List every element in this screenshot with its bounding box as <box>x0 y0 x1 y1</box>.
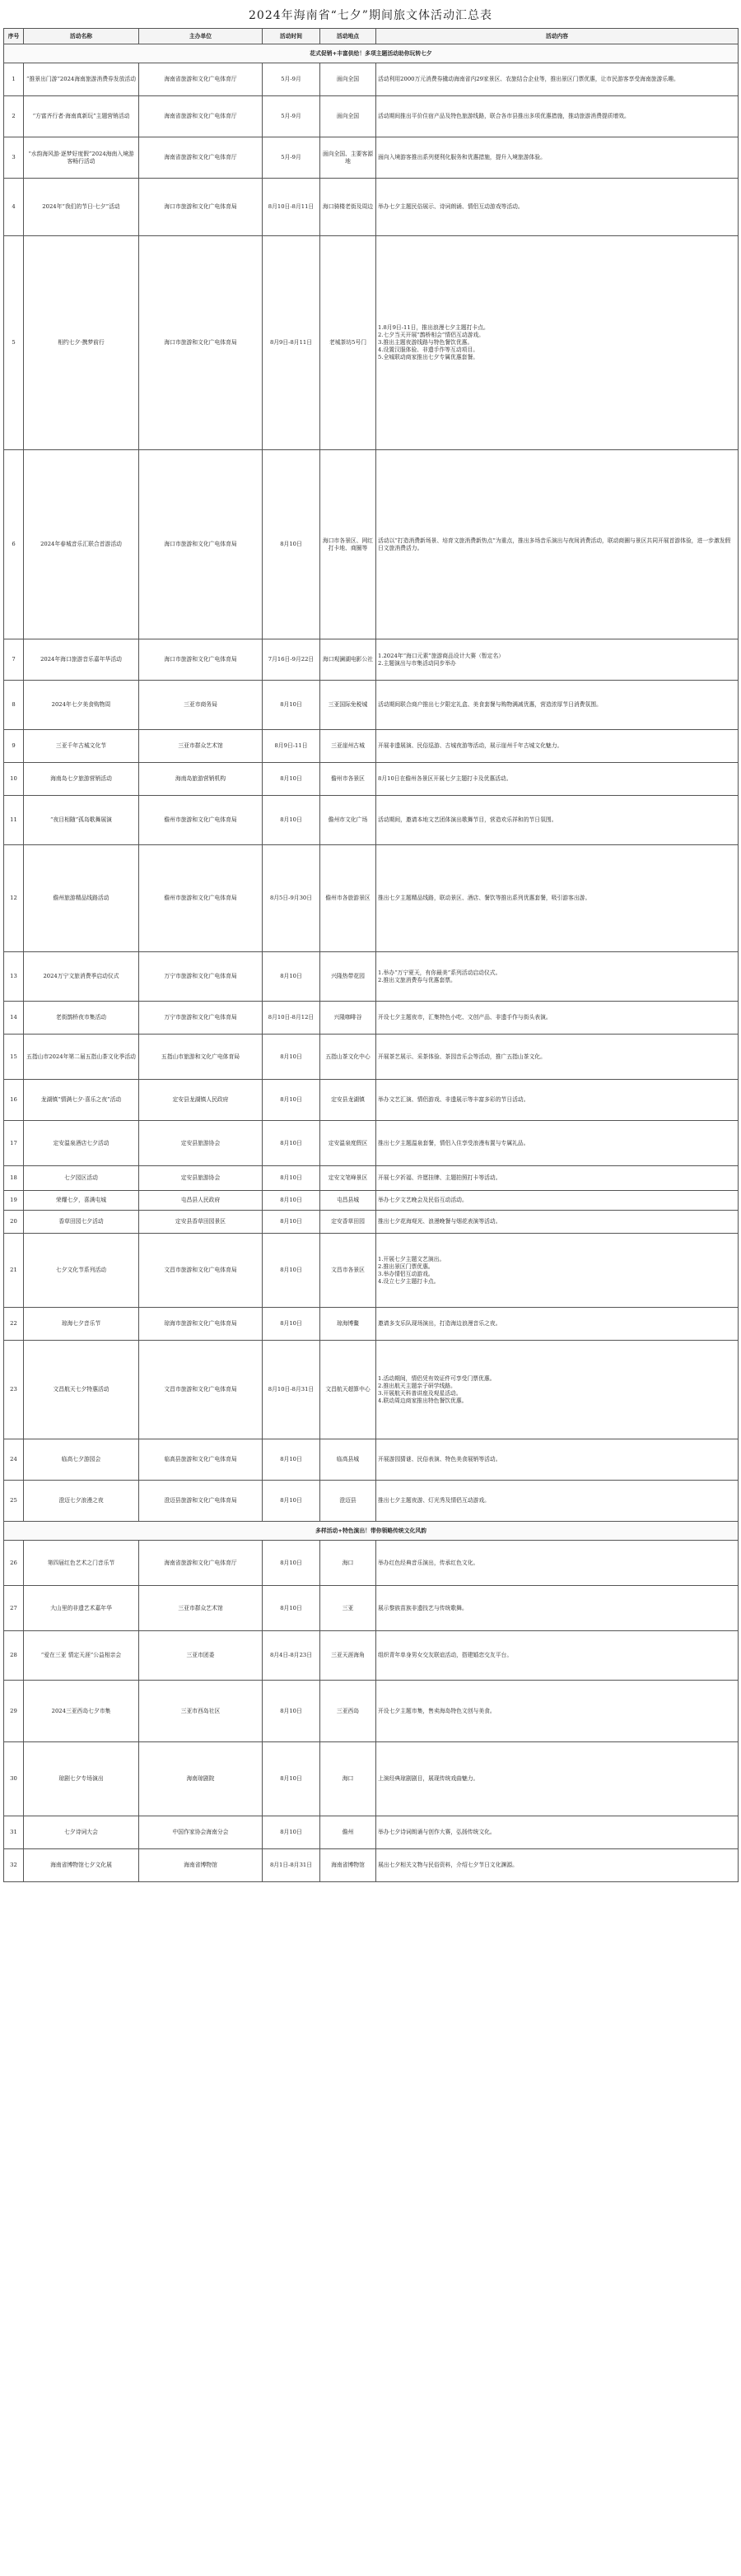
row-place: 儋州市各旅游景区 <box>320 845 376 952</box>
row-name: 琼剧七夕专场演出 <box>24 1742 139 1816</box>
row-no: 27 <box>4 1586 24 1631</box>
row-name: 2024年海口旅游音乐嘉年华活动 <box>24 639 139 681</box>
row-content: 1.2024年“海口元素”旅游商品设计大赛（暂定名） 2.主题演出与市集活动同步举办 <box>376 639 739 681</box>
row-no: 16 <box>4 1080 24 1121</box>
row-place: 文昌航天超算中心 <box>320 1341 376 1439</box>
row-org: 定安县香草田园景区 <box>139 1211 263 1234</box>
row-place: 三亚 <box>320 1586 376 1631</box>
row-no: 28 <box>4 1631 24 1681</box>
table-row <box>4 1586 739 1631</box>
row-name: 儋州旅游精品线路活动 <box>24 845 139 952</box>
table-row <box>4 952 739 1002</box>
table-header <box>4 29 739 44</box>
row-time: 8月5日-9月30日 <box>263 845 320 952</box>
row-place: 儋州市各景区 <box>320 763 376 796</box>
row-org: 海南省博物馆 <box>139 1849 263 1882</box>
row-org: 琼海市旅游和文化广电体育局 <box>139 1308 263 1341</box>
section-header <box>4 1522 739 1541</box>
row-org: 海南琼剧院 <box>139 1742 263 1816</box>
row-org: 海口市旅游和文化广电体育局 <box>139 450 263 639</box>
row-place: 兴隆热带花园 <box>320 952 376 1002</box>
row-time: 8月10日 <box>263 1541 320 1586</box>
table-row <box>4 1341 739 1439</box>
row-content: 举办七夕诗词朗诵与创作大赛，弘扬传统文化。 <box>376 1816 739 1849</box>
table-row <box>4 681 739 730</box>
row-org: 三亚市群众艺术馆 <box>139 730 263 763</box>
row-content: 举办七夕文艺晚会及民俗互动活动。 <box>376 1191 739 1211</box>
row-name: 2024三亚西岛七夕市集 <box>24 1681 139 1742</box>
row-content: 举办红色经典音乐演出，传承红色文化。 <box>376 1541 739 1586</box>
table-row <box>4 1191 739 1211</box>
col-no: 序号 <box>4 29 24 44</box>
row-no: 9 <box>4 730 24 763</box>
row-content: 1.举办“万宁夏天，有你最美”系列活动启动仪式。 2.推出文旅消费券与优惠套票。 <box>376 952 739 1002</box>
row-content: 活动期间推出平价住宿产品及特色旅游线路，联合各市县推出多项优惠措施，推动旅游消费提质增效。 <box>376 96 739 137</box>
row-time: 8月10日 <box>263 796 320 845</box>
row-org: 澄迈县旅游和文化广电体育局 <box>139 1481 263 1522</box>
row-name: “水韵海风游·逐梦好度假”2024海南入境游客畅行活动 <box>24 137 139 179</box>
row-org: 三亚市团委 <box>139 1631 263 1681</box>
table-row <box>4 63 739 96</box>
row-content: 推出七夕主题夜游、灯光秀及情侣互动游戏。 <box>376 1481 739 1522</box>
row-content: 展示黎族苗族非遗技艺与传统歌舞。 <box>376 1586 739 1631</box>
row-time: 8月10日 <box>263 1121 320 1166</box>
row-org: 定安县旅游协会 <box>139 1166 263 1191</box>
row-place: 儋州市文化广场 <box>320 796 376 845</box>
row-name: 大山里的非遗艺术嘉年华 <box>24 1586 139 1631</box>
row-content: 8月10日在儋州各景区开展七夕主题打卡及优惠活动。 <box>376 763 739 796</box>
row-place: 临高县城 <box>320 1439 376 1481</box>
row-no: 5 <box>4 236 24 450</box>
row-name: “方富齐行者·海南真新玩”主题营销活动 <box>24 96 139 137</box>
row-time: 8月10日 <box>263 1439 320 1481</box>
row-no: 10 <box>4 763 24 796</box>
page-title: 2024年海南省“七夕”期间旅文体活动汇总表 <box>249 9 492 22</box>
row-place: 海口骑楼老街及周边 <box>320 179 376 236</box>
row-no: 29 <box>4 1681 24 1742</box>
row-no: 3 <box>4 137 24 179</box>
row-content: 开展七夕祈福、许愿挂牌、主题拍照打卡等活动。 <box>376 1166 739 1191</box>
row-time: 5月-9月 <box>263 137 320 179</box>
row-org: 海南省旅游和文化广电体育厅 <box>139 1541 263 1586</box>
table-row <box>4 1816 739 1849</box>
row-content: 1.8月9日-11日，推出浪漫七夕主题打卡点。 2.七夕当天开展“鹊桥相会”情侣互动游戏。 3.推出主题夜游线路与特色餐饮优惠。 4.设置汉服体验、非遗手作等互动项目。 5.全城联动商家推出七夕专属优惠套餐。 <box>376 236 739 450</box>
row-name: 2024年春城音乐汇联合首游活动 <box>24 450 139 639</box>
row-name: 七夕诗词大会 <box>24 1816 139 1849</box>
row-place: 海南省博物馆 <box>320 1849 376 1882</box>
row-org: 屯昌县人民政府 <box>139 1191 263 1211</box>
row-time: 8月10日 <box>263 1080 320 1121</box>
col-org: 主办单位 <box>139 29 263 44</box>
table-row <box>4 1541 739 1586</box>
row-no: 2 <box>4 96 24 137</box>
table-row <box>4 763 739 796</box>
section-title: 多样活动+特色演出！带你领略传统文化风韵 <box>4 1522 739 1541</box>
row-org: 万宁市旅游和文化广电体育局 <box>139 952 263 1002</box>
section-header <box>4 44 739 63</box>
row-name: “夜目相随”孤岛歌舞展演 <box>24 796 139 845</box>
table-row <box>4 1002 739 1035</box>
row-org: 海口市旅游和文化广电体育局 <box>139 639 263 681</box>
row-place: 澄迈县 <box>320 1481 376 1522</box>
row-no: 1 <box>4 63 24 96</box>
table-row <box>4 1080 739 1121</box>
row-time: 8月10日 <box>263 1481 320 1522</box>
row-place: 琼海博鳌 <box>320 1308 376 1341</box>
row-content: 上演经典琼剧剧目，展现传统戏曲魅力。 <box>376 1742 739 1816</box>
table-row <box>4 730 739 763</box>
row-content: 1.活动期间，情侣凭有效证件可享受门票优惠。 2.推出航天主题亲子研学线路。 3.开展航天科普讲座及观星活动。 4.联动周边商家推出特色餐饮优惠。 <box>376 1341 739 1439</box>
row-time: 8月10日 <box>263 450 320 639</box>
row-org: 临高县旅游和文化广电体育局 <box>139 1439 263 1481</box>
row-name: 三亚千年古城文化节 <box>24 730 139 763</box>
row-time: 8月10日 <box>263 1166 320 1191</box>
row-time: 8月10日 <box>263 1308 320 1341</box>
row-org: 三亚市西岛社区 <box>139 1681 263 1742</box>
table-row <box>4 845 739 952</box>
table-row <box>4 179 739 236</box>
row-no: 11 <box>4 796 24 845</box>
row-content: 活动期间，邀请本地文艺团体演出歌舞节目，营造欢乐祥和的节日氛围。 <box>376 796 739 845</box>
row-time: 5月-9月 <box>263 96 320 137</box>
row-time: 8月10日 <box>263 1191 320 1211</box>
row-content: 展出七夕相关文物与民俗资料，介绍七夕节日文化渊源。 <box>376 1849 739 1882</box>
row-org: 五指山市旅游和文化广电体育局 <box>139 1035 263 1080</box>
row-content: 推出七夕花海观光、浪漫晚餐与烟花表演等活动。 <box>376 1211 739 1234</box>
row-no: 8 <box>4 681 24 730</box>
row-content: 推出七夕主题精品线路，联动景区、酒店、餐饮等推出系列优惠套餐，吸引游客出游。 <box>376 845 739 952</box>
table-row <box>4 1681 739 1742</box>
row-place: 三亚崖州古城 <box>320 730 376 763</box>
row-org: 海南省旅游和文化广电体育厅 <box>139 63 263 96</box>
row-time: 8月10日 <box>263 1681 320 1742</box>
row-content: 1.开展七夕主题文艺演出。 2.推出景区门票优惠。 3.举办情侣互动游戏。 4.设立七夕主题打卡点。 <box>376 1234 739 1308</box>
row-time: 8月10日 <box>263 763 320 796</box>
table-row <box>4 1234 739 1308</box>
col-name: 活动名称 <box>24 29 139 44</box>
row-time: 8月10日 <box>263 1035 320 1080</box>
row-time: 8月10日 <box>263 1586 320 1631</box>
table-row <box>4 639 739 681</box>
row-name: 龙湖镇“情满七夕·喜乐之夜”活动 <box>24 1080 139 1121</box>
row-place: 三亚国际免税城 <box>320 681 376 730</box>
row-no: 19 <box>4 1191 24 1211</box>
table-row <box>4 1481 739 1522</box>
row-name: 海南省博物馆七夕文化展 <box>24 1849 139 1882</box>
row-content: 面向入境游客推出系列便利化服务和优惠措施，提升入境旅游体验。 <box>376 137 739 179</box>
row-content: 邀请多支乐队现场演出，打造海边浪漫音乐之夜。 <box>376 1308 739 1341</box>
row-place: 老城茶坊5号门 <box>320 236 376 450</box>
row-no: 14 <box>4 1002 24 1035</box>
row-no: 17 <box>4 1121 24 1166</box>
row-place: 三亚西岛 <box>320 1681 376 1742</box>
row-org: 定安县旅游协会 <box>139 1121 263 1166</box>
table-row <box>4 1121 739 1166</box>
row-time: 7月16日-9月22日 <box>263 639 320 681</box>
row-no: 4 <box>4 179 24 236</box>
row-name: “爱在三亚 情定天涯”公益相亲会 <box>24 1631 139 1681</box>
row-name: 第四届红色艺术之门音乐节 <box>24 1541 139 1586</box>
row-org: 三亚市群众艺术馆 <box>139 1586 263 1631</box>
row-time: 8月10日 <box>263 1742 320 1816</box>
row-time: 5月-9月 <box>263 63 320 96</box>
row-place: 面向全国 <box>320 96 376 137</box>
row-time: 8月10日-8月11日 <box>263 179 320 236</box>
row-place: 海口 <box>320 1742 376 1816</box>
row-org: 海口市旅游和文化广电体育局 <box>139 179 263 236</box>
row-time: 8月10日-8月12日 <box>263 1002 320 1035</box>
row-name: 五指山市2024年第二届五指山茶文化季活动 <box>24 1035 139 1080</box>
row-name: 七夕园区活动 <box>24 1166 139 1191</box>
row-time: 8月9日-8月11日 <box>263 236 320 450</box>
col-time: 活动时间 <box>263 29 320 44</box>
row-time: 8月10日 <box>263 681 320 730</box>
row-org: 儋州市旅游和文化广电体育局 <box>139 796 263 845</box>
section-title: 花式促销+丰富供给！多项主题活动助你玩转七夕 <box>4 44 739 63</box>
row-no: 24 <box>4 1439 24 1481</box>
row-time: 8月1日-8月31日 <box>263 1849 320 1882</box>
row-name: 荣耀七夕，喜满屯城 <box>24 1191 139 1211</box>
row-content: 开展游园猜谜、民俗表演、特色美食展销等活动。 <box>376 1439 739 1481</box>
row-time: 8月10日 <box>263 1816 320 1849</box>
row-place: 海口市各景区、网红打卡地、商圈等 <box>320 450 376 639</box>
row-org: 海南省旅游和文化广电体育厅 <box>139 137 263 179</box>
row-place: 文昌市各景区 <box>320 1234 376 1308</box>
col-place: 活动地点 <box>320 29 376 44</box>
row-name: 定安温泉酒店七夕活动 <box>24 1121 139 1166</box>
row-no: 21 <box>4 1234 24 1308</box>
row-name: 相约七夕·携梦前行 <box>24 236 139 450</box>
table-row <box>4 796 739 845</box>
row-org: 中国作家协会海南分会 <box>139 1816 263 1849</box>
row-name: 海南岛七夕旅游营销活动 <box>24 763 139 796</box>
row-place: 兴隆咖啡谷 <box>320 1002 376 1035</box>
row-no: 23 <box>4 1341 24 1439</box>
table-row <box>4 1742 739 1816</box>
table-row <box>4 236 739 450</box>
row-name: 澄迈七夕浪漫之夜 <box>24 1481 139 1522</box>
row-no: 26 <box>4 1541 24 1586</box>
row-place: 屯昌县城 <box>320 1191 376 1211</box>
row-content: 组织青年单身男女交友联谊活动，搭建婚恋交友平台。 <box>376 1631 739 1681</box>
row-no: 22 <box>4 1308 24 1341</box>
row-no: 13 <box>4 952 24 1002</box>
table-row <box>4 1166 739 1191</box>
table-row <box>4 1631 739 1681</box>
row-org: 儋州市旅游和文化广电体育局 <box>139 845 263 952</box>
row-time: 8月10日-8月31日 <box>263 1341 320 1439</box>
row-no: 6 <box>4 450 24 639</box>
activity-table <box>3 28 739 1882</box>
col-content: 活动内容 <box>376 29 739 44</box>
row-name: 七夕文化节系列活动 <box>24 1234 139 1308</box>
row-place: 定安文笔峰景区 <box>320 1166 376 1191</box>
row-time: 8月4日-8月23日 <box>263 1631 320 1681</box>
row-place: 定安温泉度假区 <box>320 1121 376 1166</box>
row-place: 面向全国 <box>320 63 376 96</box>
row-no: 18 <box>4 1166 24 1191</box>
row-name: 临高七夕游园会 <box>24 1439 139 1481</box>
row-name: 2024万宁文旅消费季启动仪式 <box>24 952 139 1002</box>
row-content: 推出七夕主题温泉套餐，情侣入住享受浪漫布置与专属礼品。 <box>376 1121 739 1166</box>
row-no: 12 <box>4 845 24 952</box>
row-place: 五指山茶文化中心 <box>320 1035 376 1080</box>
row-org: 万宁市旅游和文化广电体育局 <box>139 1002 263 1035</box>
row-no: 20 <box>4 1211 24 1234</box>
row-no: 25 <box>4 1481 24 1522</box>
row-org: 海口市旅游和文化广电体育局 <box>139 236 263 450</box>
table-row <box>4 1035 739 1080</box>
row-no: 15 <box>4 1035 24 1080</box>
row-time: 8月9日-11日 <box>263 730 320 763</box>
row-content: 活动期间联合商户推出七夕限定礼盒、美食套餐与购物满减优惠，营造浓厚节日消费氛围。 <box>376 681 739 730</box>
row-content: 活动利用2000万元消费券撬动海南省内29家景区、农旅结合企业等，推出景区门票优惠，让市民游客享受海南旅游乐趣。 <box>376 63 739 96</box>
table-row <box>4 137 739 179</box>
row-time: 8月10日 <box>263 1234 320 1308</box>
row-content: 开设七夕主题市集，售卖海岛特色文创与美食。 <box>376 1681 739 1742</box>
table-row <box>4 450 739 639</box>
table-row <box>4 1439 739 1481</box>
row-name: “推景出门游”2024海南旅游消费券发放活动 <box>24 63 139 96</box>
row-no: 7 <box>4 639 24 681</box>
row-name: 香草田园七夕活动 <box>24 1211 139 1234</box>
row-content: 举办七夕主题民俗展示、诗词朗诵、情侣互动游戏等活动。 <box>376 179 739 236</box>
row-place: 定安香草田园 <box>320 1211 376 1234</box>
row-place: 定安县龙湖镇 <box>320 1080 376 1121</box>
row-name: 2024年“我们的节日·七夕”活动 <box>24 179 139 236</box>
row-org: 文昌市旅游和文化广电体育局 <box>139 1234 263 1308</box>
row-content: 开设七夕主题夜市，汇集特色小吃、文创产品、非遗手作与街头表演。 <box>376 1002 739 1035</box>
table-row <box>4 1849 739 1882</box>
row-org: 文昌市旅游和文化广电体育局 <box>139 1341 263 1439</box>
row-place: 海口观澜湖电影公社 <box>320 639 376 681</box>
row-place: 海口 <box>320 1541 376 1586</box>
table-row <box>4 1211 739 1234</box>
row-content: 活动以“打造消费新场景、培育文旅消费新热点”为重点，推出多场音乐演出与夜间消费活动，联动商圈与景区共同开展首游体验，进一步激发假日文旅消费活力。 <box>376 450 739 639</box>
row-time: 8月10日 <box>263 952 320 1002</box>
row-content: 开展茶艺展示、采茶体验、茶园音乐会等活动，推广五指山茶文化。 <box>376 1035 739 1080</box>
row-org: 海南省旅游和文化广电体育厅 <box>139 96 263 137</box>
row-name: 2024年七夕美食购物周 <box>24 681 139 730</box>
row-org: 三亚市商务局 <box>139 681 263 730</box>
row-no: 32 <box>4 1849 24 1882</box>
row-place: 面向全国、主要客源地 <box>320 137 376 179</box>
row-name: 琼海七夕音乐节 <box>24 1308 139 1341</box>
row-content: 举办文艺汇演、情侣游戏、非遗展示等丰富多彩的节日活动。 <box>376 1080 739 1121</box>
row-time: 8月10日 <box>263 1211 320 1234</box>
table-row <box>4 96 739 137</box>
row-no: 31 <box>4 1816 24 1849</box>
row-name: 文昌航天七夕特惠活动 <box>24 1341 139 1439</box>
table-row <box>4 1308 739 1341</box>
row-place: 儋州 <box>320 1816 376 1849</box>
row-no: 30 <box>4 1742 24 1816</box>
row-content: 开展非遗展演、民俗巡游、古城夜游等活动，展示崖州千年古城文化魅力。 <box>376 730 739 763</box>
row-name: 老街鹊桥夜市集活动 <box>24 1002 139 1035</box>
table-body <box>4 44 739 1882</box>
row-org: 海南岛旅游营销机构 <box>139 763 263 796</box>
row-place: 三亚天涯海角 <box>320 1631 376 1681</box>
row-org: 定安县龙湖镇人民政府 <box>139 1080 263 1121</box>
